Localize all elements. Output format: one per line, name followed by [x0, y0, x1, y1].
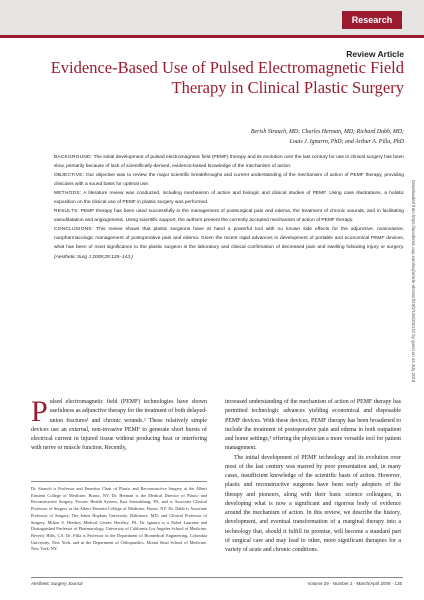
- body-paragraph-1: [31, 395, 207, 454]
- article-type: Review Article: [346, 49, 404, 59]
- drop-cap: P: [31, 395, 48, 428]
- citation: (Aesthetic Surg J 2009;29:135–143.): [54, 254, 133, 260]
- abstract-results-head: RESULTS:: [54, 209, 79, 215]
- abstract-methods-text: A literature review was conducted, including mechanism of action and biologic and clinical studies of PEMF. Using case illustrations, a holistic exposition on the clinical use of PEMF in plastic surgery was performed.: [54, 191, 404, 206]
- abstract-conclusions-text: This review shows that plastic surgeons have at hand a powerful tool with no known side effects for the adjunctive, noninvasive, nonpharmacologic management of postoperative pain and edema. Given the recent rapid advances in development of portable and economical PEMF devices, what has been of most significance to the plastic surgeon is the laboratory and clinical confirmation of decreased pain and swelling following injury or surgery.: [54, 227, 404, 251]
- body-paragraph-1-text: ulsed electromagnetic field (PEMF) technologies have shown usefulness as adjunctive therapy for the treatment of both delayed-union fractures¹ and chronic wounds.² These relatively simple devices use an external, non-invasive PEMF to generate short bursts of electrical current in injured tissue without producing heat or interfering with nerve or muscle function. Recently,: [31, 399, 207, 452]
- body-paragraph-2: increased understanding of the mechanism of action of PEMF therapy has permitted technologic advances yielding economical and disposable PEMF devices. With these devices, PEMF therapy has been broadened to include the treatment of postoperative pain and edema in both outpatient and home settings,³ offering the physician a more versatile tool for patient management.: [225, 399, 401, 452]
- footer-divider: [31, 577, 403, 578]
- footnote-divider: [31, 481, 207, 482]
- body-column-right: [225, 398, 401, 555]
- body-paragraph-3: The initial development of PEMF technology and its evolution over most of the last century was marred by poor presentation and, in many cases, insufficient knowledge of the scientific basis of action. However, plastic and reconstructive surgeons have been early adopters of the therapy and pioneers, along with their basic science colleagues, in developing what is now a significant and rigorous body of evidence around the mechanism of action. In this review, we describe the history, development, and eventual transformation of a marginal therapy into a technology that, should it fulfill its promise, will become a standard part of surgical care and may lead to other, more significant therapies for a variety of acute and chronic conditions.: [225, 454, 401, 553]
- section-tag: Research: [342, 11, 402, 29]
- abstract: [54, 153, 404, 262]
- abstract-background-head: BACKGROUND:: [54, 155, 93, 160]
- abstract-methods: [54, 189, 404, 207]
- abstract-results: [54, 207, 404, 225]
- issue-info: Volume 29 · Number 2 · March/April 2009 · 135: [307, 581, 402, 586]
- download-note: Downloaded from https://academic.oup.com/asj/article-abstract/29/2/135/202122 by guest on 31 July 2018: [411, 180, 416, 383]
- authors-line-1: Berish Strauch, MD; Charles Herman, MD; Richard Dabb, MD;: [250, 129, 404, 135]
- authors-line-2: Louis J. Ignarro, PhD; and Arthur A. Pilla, PhD: [289, 139, 404, 145]
- abstract-results-text: PEMF therapy has been used successfully in the management of postsurgical pain and edema, the treatment of chronic wounds, and in facilitating vasodilatation and angiogenesis. Using scientific support, the authors present the currently accepted mechanism of action of PEMF therapy.: [54, 209, 404, 224]
- header-accent-line: [0, 35, 424, 38]
- abstract-objective-head: OBJECTIVE:: [54, 173, 85, 179]
- article-title: Evidence-Based Use of Pulsed Electromagnetic Field Therapy in Clinical Plastic Surgery: [50, 58, 404, 97]
- abstract-conclusions-head: CONCLUSIONS:: [54, 227, 94, 233]
- abstract-objective-text: Our objective was to review the major scientific breakthroughs and current understanding of the mechanism of action of PEMF therapy, providing clinicians with a sound basis for optimal use.: [54, 173, 404, 188]
- abstract-background-text: The initial development of pulsed electromagnetic field (PEMF) therapy and its evolution over the last century for use in clinical surgery has been slow, primarily because of lack of scientifically-derived, evidence-based knowledge of the mechanism of action.: [54, 155, 404, 170]
- abstract-objective: [54, 171, 404, 189]
- journal-name: Aesthetic Surgery Journal: [31, 581, 83, 586]
- abstract-conclusions: [54, 225, 404, 261]
- abstract-background: [54, 153, 404, 171]
- author-list: [74, 127, 404, 147]
- abstract-methods-head: METHODS:: [54, 191, 82, 197]
- body-column-left: [31, 395, 207, 454]
- author-affiliations: Dr. Strauch is Professor and Emeritus Chair of Plastic and Reconstructive Surgery at the Albert Einstein College of Medicine, Bronx, NY. Dr. Herman is the Medical Director of Plastic and Reconstructive Surgery, Pocono Health System, East Stroudsburg, PA, and is Associate Clinical Professor of Surgery at the Albert Einstein College of Medicine, Bronx, NY. Dr. Dabb is Associate Professor of Surgery, The Johns Hopkins University, Baltimore, MD; and Clinical Professor of Surgery, Milton S. Hershey Medical Center, Hershey, PA. Dr. Ignarro is a Nobel Laureate and Distinguished Professor of Pharmacology, University of California Los Angeles School of Medicine, Beverly Hills, CA. Dr. Pilla is Professor in the Department of Biomedical Engineering, Columbia University, New York, and in the Department of Orthopaedics, Mount Sinai School of Medicine, New York, NY.: [31, 486, 207, 552]
